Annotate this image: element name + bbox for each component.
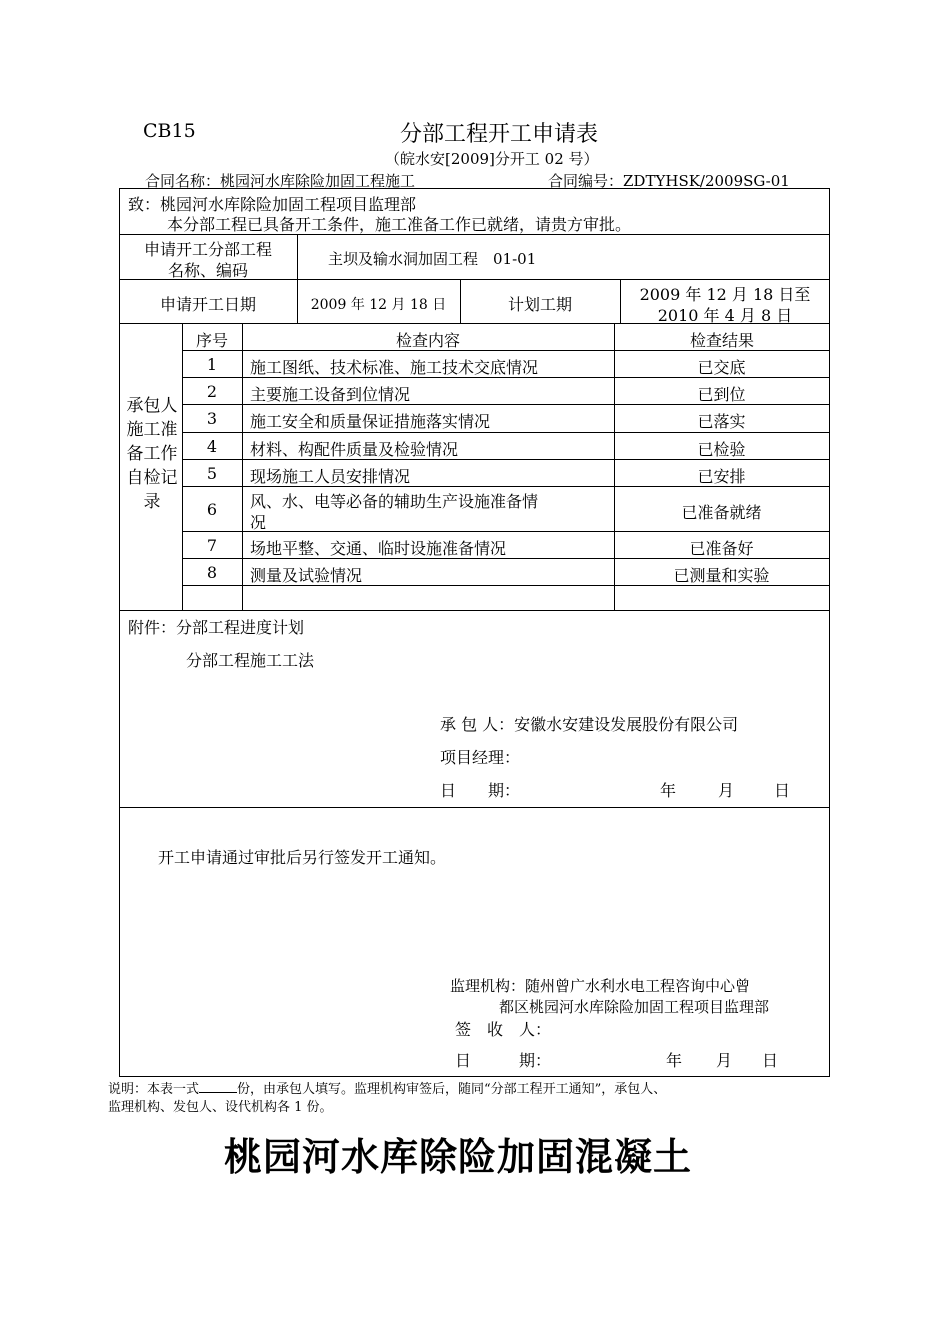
- row-content: 风、水、电等必备的辅助生产设施准备情: [250, 492, 539, 511]
- row-result: 已落实: [697, 412, 746, 431]
- addressee-to: 致：桃园河水库除险加固工程项目监理部: [128, 195, 417, 214]
- col-result-header: 检查结果: [689, 331, 754, 350]
- row-content: 主要施工设备到位情况: [250, 385, 411, 404]
- footnote-part1: 说明：本表一式: [108, 1082, 200, 1097]
- col-content-header: 检查内容: [395, 331, 460, 350]
- start-date-value: 2009 年 12 月 18 日: [310, 297, 447, 313]
- approval-day: 日: [762, 1051, 779, 1070]
- project-manager: 项目经理：: [440, 748, 521, 767]
- row-content: 场地平整、交通、临时设施准备情况: [250, 539, 507, 558]
- row-no: 8: [206, 563, 218, 582]
- row-result: 已检验: [697, 440, 746, 459]
- row-content: 施工图纸、技术标准、施工技术交底情况: [250, 358, 539, 377]
- row-result: 已交底: [697, 358, 746, 377]
- row-result: 已准备好: [689, 539, 754, 558]
- divider: [182, 531, 830, 532]
- copies-blank: [199, 1080, 237, 1093]
- row-content-2: 况: [250, 513, 267, 532]
- row-no: 6: [206, 500, 218, 519]
- form-title: 分部工程开工申请表: [400, 122, 599, 147]
- plan-period-label: 计划工期: [507, 295, 572, 314]
- approval-month: 月: [716, 1051, 733, 1070]
- row-no: 2: [206, 382, 218, 401]
- footnote: [108, 1080, 666, 1117]
- col-no-header: 序号: [195, 331, 228, 350]
- footnote-line2: 监理机构、发包人、设代机构各 1 份。: [108, 1100, 333, 1115]
- row-result: 已到位: [697, 385, 746, 404]
- approval-year: 年: [666, 1051, 683, 1070]
- contract-name: 合同名称：桃园河水库除险加固工程施工: [145, 172, 416, 190]
- divider: [242, 323, 243, 610]
- row-no: 3: [206, 409, 218, 428]
- form-number: （皖水安[2009]分开工 02 号）: [385, 150, 599, 168]
- start-date-label: 申请开工日期: [159, 295, 256, 314]
- row-result: 已测量和实验: [673, 566, 770, 585]
- row-no: 7: [206, 536, 218, 555]
- attachments-label: 附件：分部工程进度计划: [128, 618, 305, 637]
- approval-note: 开工申请通过审批后另行签发开工通知。: [158, 848, 447, 867]
- contract-code: 合同编号：ZDTYHSK/2009SG-01: [548, 172, 790, 190]
- divider: [119, 807, 830, 808]
- receiver-label: 签 收 人：: [455, 1020, 552, 1039]
- contractor-year: 年: [660, 781, 677, 800]
- checklist-side-label: 承包人施工准备工作自检记录: [126, 396, 178, 512]
- divider: [119, 610, 830, 611]
- row-no: 1: [206, 355, 218, 374]
- plan-period-value: 2009 年 12 月 18 日至: [639, 285, 811, 304]
- project-label-2: 名称、编码: [167, 261, 248, 280]
- row-no: 4: [206, 437, 218, 456]
- contractor-day: 日: [774, 781, 791, 800]
- contractor-date-label: 日 期：: [440, 781, 521, 800]
- attachment-item: 分部工程施工工法: [186, 651, 315, 670]
- approval-date-label: 日 期：: [455, 1051, 552, 1070]
- row-result: 已准备就绪: [681, 503, 762, 522]
- row-no: 5: [206, 464, 218, 483]
- supervisor-org: 监理机构：随州曾广水利水电工程咨询中心曾: [450, 977, 751, 995]
- contractor-month: 月: [718, 781, 735, 800]
- row-content: 测量及试验情况: [250, 566, 363, 585]
- row-content: 材料、构配件质量及检验情况: [250, 440, 459, 459]
- row-content: 施工安全和质量保证措施落实情况: [250, 412, 491, 431]
- supervisor-org-2: 都区桃园河水库除险加固工程项目监理部: [499, 998, 770, 1016]
- plan-period-value-2: 2010 年 4 月 8 日: [657, 306, 793, 325]
- project-value: 主坝及输水洞加固工程 01-01: [328, 250, 537, 268]
- row-content: 现场施工人员安排情况: [250, 467, 411, 486]
- divider: [182, 432, 830, 433]
- contractor-name: 承 包 人：安徽水安建设发展股份有限公司: [440, 715, 739, 734]
- addressee-message: 本分部工程已具备开工条件，施工准备工作已就绪，请贵方审批。: [167, 215, 632, 234]
- form-code: CB15: [143, 120, 196, 142]
- footnote-part2: 份，由承包人填写。监理机构审签后，随同“分部工程开工通知”，承包人、: [237, 1082, 667, 1097]
- bottom-title: 桃园河水库除险加固混凝土: [224, 1135, 693, 1179]
- row-result: 已安排: [697, 467, 746, 486]
- project-label: 申请开工分部工程: [143, 240, 272, 259]
